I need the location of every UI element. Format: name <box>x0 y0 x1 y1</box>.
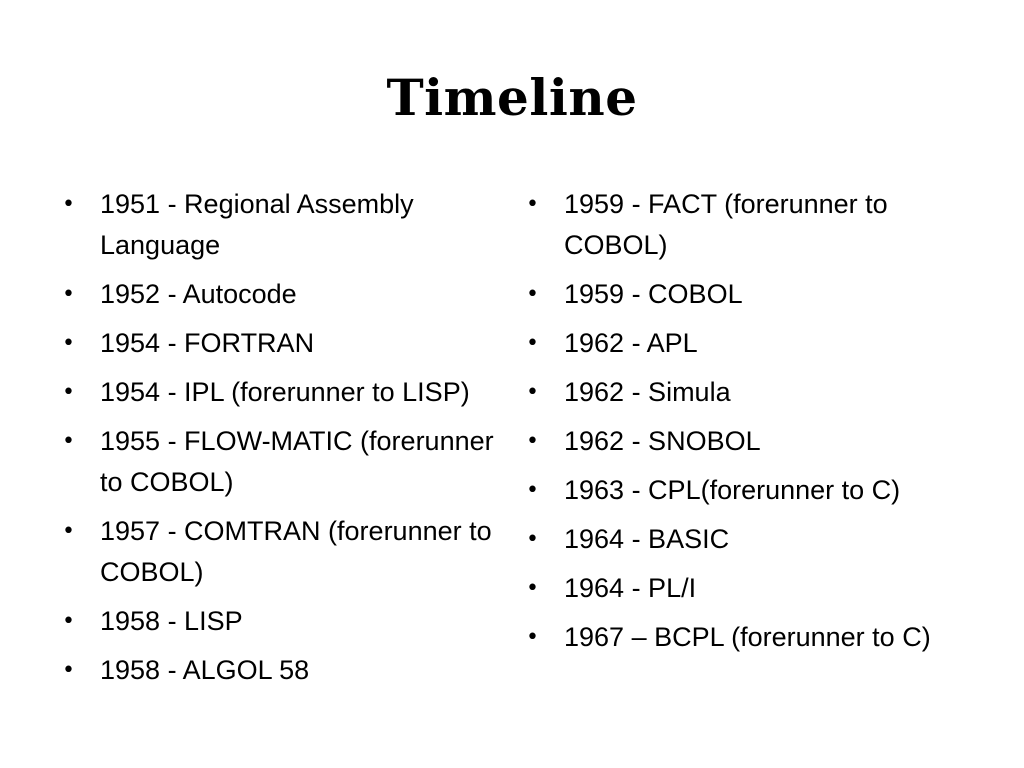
list-item <box>524 184 994 266</box>
bullet-icon: • <box>526 625 539 650</box>
list-item-text: 1955 - FLOW-MATIC (forerunner to COBOL) <box>100 426 494 497</box>
list-item <box>60 274 520 315</box>
list-item-text: 1964 - BASIC <box>564 524 730 554</box>
list-item <box>60 323 520 364</box>
bullet-icon: • <box>526 429 539 454</box>
list-item <box>60 184 520 266</box>
bullet-icon: • <box>62 429 75 454</box>
timeline-list-right <box>524 184 994 666</box>
bullet-icon: • <box>526 576 539 601</box>
list-item <box>524 568 994 609</box>
bullet-icon: • <box>526 282 539 307</box>
bullet-icon: • <box>526 331 539 356</box>
list-item <box>524 470 994 511</box>
list-item-text: 1951 - Regional Assembly Language <box>100 189 414 260</box>
bullet-icon: • <box>62 609 75 634</box>
list-item-text: 1963 - CPL(forerunner to C) <box>564 475 901 505</box>
timeline-list-left <box>60 184 520 699</box>
list-item-text: 1958 - LISP <box>100 606 243 636</box>
list-item <box>524 421 994 462</box>
list-item-text: 1962 - Simula <box>564 377 731 407</box>
list-item-text: 1967 – BCPL (forerunner to C) <box>564 622 931 652</box>
bullet-icon: • <box>526 478 539 503</box>
list-item-text: 1959 - FACT (forerunner to COBOL) <box>564 189 888 260</box>
list-item-text: 1954 - FORTRAN <box>100 328 315 358</box>
bullet-icon: • <box>526 380 539 405</box>
list-item <box>60 372 520 413</box>
list-item-text: 1952 - Autocode <box>100 279 297 309</box>
bullet-icon: • <box>62 192 75 217</box>
list-item-text: 1964 - PL/I <box>564 573 697 603</box>
list-item <box>524 323 994 364</box>
list-item <box>524 274 994 315</box>
list-item-text: 1962 - SNOBOL <box>564 426 761 456</box>
bullet-icon: • <box>62 658 75 683</box>
list-item <box>524 372 994 413</box>
list-item-text: 1962 - APL <box>564 328 698 358</box>
list-item <box>524 519 994 560</box>
list-item <box>60 421 520 503</box>
list-item-text: 1957 - COMTRAN (forerunner to COBOL) <box>100 516 492 587</box>
bullet-icon: • <box>526 192 539 217</box>
slide-title: Timeline <box>386 68 638 127</box>
list-item <box>60 601 520 642</box>
bullet-icon: • <box>62 380 75 405</box>
bullet-icon: • <box>526 527 539 552</box>
bullet-icon: • <box>62 282 75 307</box>
list-item-text: 1958 - ALGOL 58 <box>100 655 310 685</box>
bullet-icon: • <box>62 519 75 544</box>
list-item <box>524 617 994 658</box>
list-item-text: 1959 - COBOL <box>564 279 743 309</box>
bullet-icon: • <box>62 331 75 356</box>
list-item <box>60 511 520 593</box>
list-item-text: 1954 - IPL (forerunner to LISP) <box>100 377 470 407</box>
list-item <box>60 650 520 691</box>
